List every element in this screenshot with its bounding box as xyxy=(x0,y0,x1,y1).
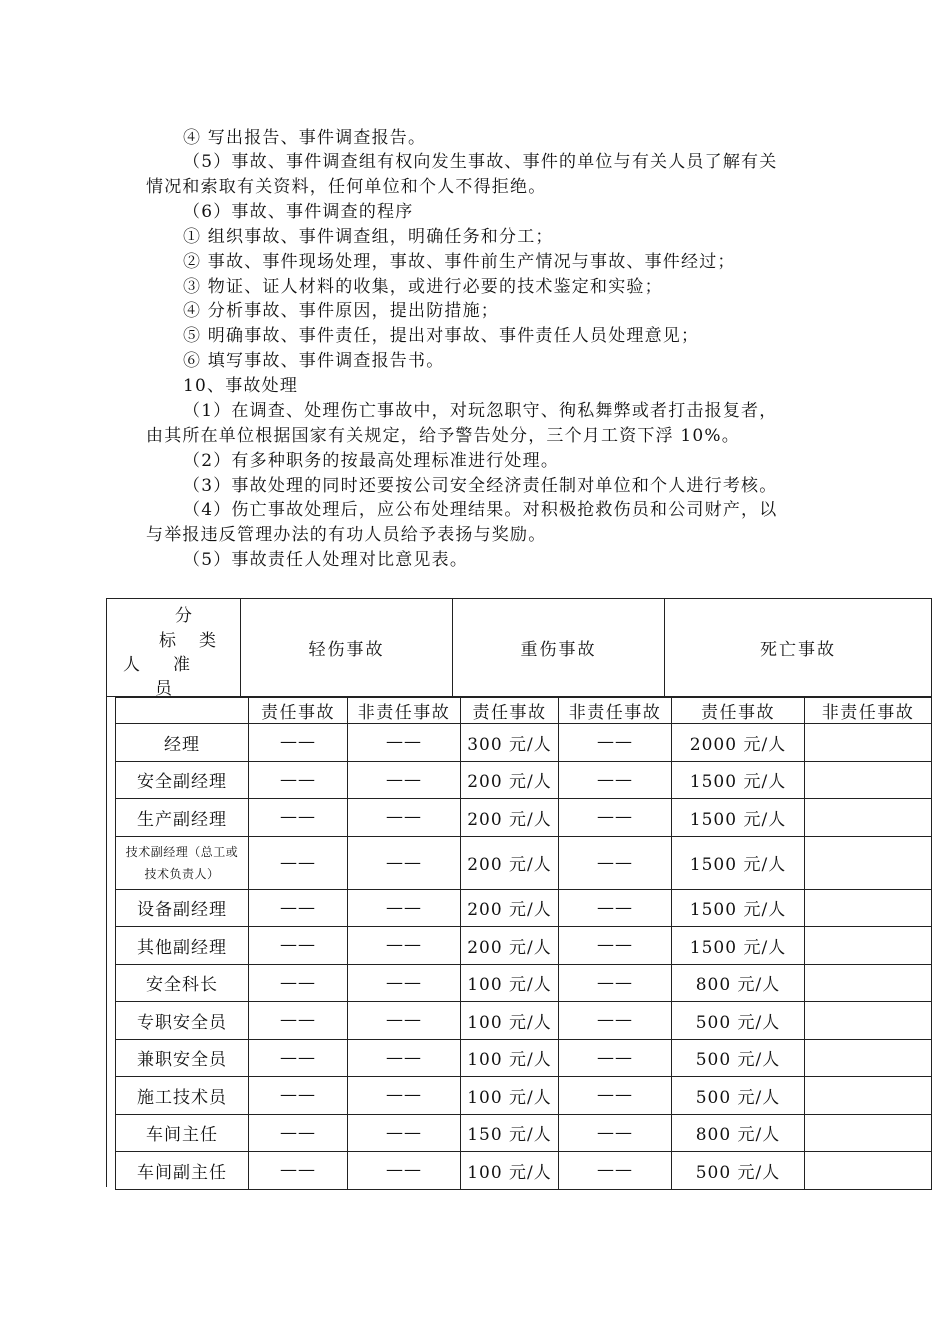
amount-cell: —— xyxy=(348,1114,461,1152)
amount-cell xyxy=(805,1039,932,1077)
amount-cell: —— xyxy=(559,724,672,762)
role-cell: 技术副经理（总工或技术负责人） xyxy=(116,836,249,889)
amount-cell: —— xyxy=(559,927,672,965)
role-cell: 其他副经理 xyxy=(116,927,249,965)
subheader-cell: 非责任事故 xyxy=(559,698,672,724)
group-header: 轻伤事故 xyxy=(241,599,453,697)
section-heading: 10、事故处理 xyxy=(183,376,299,396)
table-row xyxy=(116,1039,932,1077)
table-left-rule xyxy=(106,697,107,1187)
corner-label: 员 xyxy=(155,679,174,699)
amount-cell: —— xyxy=(559,799,672,837)
amount-cell: 200 元/人 xyxy=(461,927,559,965)
amount-cell: —— xyxy=(249,1039,348,1077)
corner-cell xyxy=(107,599,241,697)
paragraph-line: （4）伤亡事故处理后，应公布处理结果。对积极抢救伤员和公司财产，以 xyxy=(183,500,778,520)
corner-label: 人 xyxy=(123,655,142,675)
amount-cell: —— xyxy=(249,836,348,889)
amount-cell: —— xyxy=(348,927,461,965)
amount-cell: 150 元/人 xyxy=(461,1114,559,1152)
amount-cell xyxy=(805,927,932,965)
amount-cell: —— xyxy=(348,1152,461,1190)
paragraph-line: ⑤ 明确事故、事件责任，提出对事故、事件责任人员处理意见； xyxy=(183,326,700,346)
amount-cell: —— xyxy=(348,724,461,762)
amount-cell: —— xyxy=(348,1077,461,1115)
role-cell: 设备副经理 xyxy=(116,889,249,927)
table-row xyxy=(116,724,932,762)
amount-cell: 200 元/人 xyxy=(461,799,559,837)
subheader-cell: 非责任事故 xyxy=(805,698,932,724)
role-cell: 专职安全员 xyxy=(116,1002,249,1040)
table-row xyxy=(116,836,932,889)
paragraph-line: （2）有多种职务的按最高处理标准进行处理。 xyxy=(183,451,560,471)
role-cell: 施工技术员 xyxy=(116,1077,249,1115)
paragraph-line: ⑥ 填写事故、事件调查报告书。 xyxy=(183,351,445,371)
paragraph-line: ④ 分析事故、事件原因，提出防措施； xyxy=(183,301,500,321)
amount-cell: —— xyxy=(249,1077,348,1115)
corner-label: 准 xyxy=(173,655,192,675)
paragraph-line: （3）事故处理的同时还要按公司安全经济责任制对单位和个人进行考核。 xyxy=(183,476,778,496)
role-cell: 兼职安全员 xyxy=(116,1039,249,1077)
amount-cell: —— xyxy=(249,927,348,965)
amount-cell: —— xyxy=(559,1077,672,1115)
amount-cell: 1500 元/人 xyxy=(672,927,805,965)
amount-cell: 1500 元/人 xyxy=(672,889,805,927)
amount-cell xyxy=(805,889,932,927)
table-row xyxy=(116,1002,932,1040)
paragraph-line: 与举报违反管理办法的有功人员给予表扬与奖励。 xyxy=(146,525,547,545)
table-row xyxy=(116,889,932,927)
amount-cell xyxy=(805,799,932,837)
table-row xyxy=(116,1077,932,1115)
amount-cell xyxy=(805,724,932,762)
amount-cell: —— xyxy=(348,799,461,837)
amount-cell: —— xyxy=(249,964,348,1002)
subheader-cell: 非责任事故 xyxy=(348,698,461,724)
amount-cell: —— xyxy=(348,964,461,1002)
amount-cell: —— xyxy=(249,1002,348,1040)
amount-cell: —— xyxy=(348,761,461,799)
amount-cell xyxy=(805,964,932,1002)
paragraph-line: （1）在调查、处理伤亡事故中，对玩忽职守、徇私舞弊或者打击报复者， xyxy=(183,401,778,421)
role-cell: 安全科长 xyxy=(116,964,249,1002)
amount-cell: —— xyxy=(348,1002,461,1040)
amount-cell: 1500 元/人 xyxy=(672,799,805,837)
amount-cell xyxy=(805,1002,932,1040)
amount-cell: 100 元/人 xyxy=(461,964,559,1002)
amount-cell: 500 元/人 xyxy=(672,1039,805,1077)
amount-cell: —— xyxy=(249,799,348,837)
amount-cell: 300 元/人 xyxy=(461,724,559,762)
paragraph-line: ③ 物证、证人材料的收集，或进行必要的技术鉴定和实验； xyxy=(183,277,663,297)
amount-cell: 500 元/人 xyxy=(672,1002,805,1040)
amount-cell: 800 元/人 xyxy=(672,964,805,1002)
amount-cell: —— xyxy=(559,761,672,799)
corner-label: 类 xyxy=(199,631,218,651)
role-cell: 安全副经理 xyxy=(116,761,249,799)
paragraph-line: ① 组织事故、事件调查组，明确任务和分工； xyxy=(183,227,554,247)
amount-cell: —— xyxy=(249,1114,348,1152)
table-header xyxy=(106,598,932,697)
amount-cell xyxy=(805,1152,932,1190)
paragraph-line: （6）事故、事件调查的程序 xyxy=(183,202,414,222)
amount-cell: 100 元/人 xyxy=(461,1077,559,1115)
amount-cell xyxy=(805,1077,932,1115)
amount-cell: —— xyxy=(249,889,348,927)
subheader-row xyxy=(116,698,932,724)
amount-cell: —— xyxy=(559,1114,672,1152)
amount-cell xyxy=(805,761,932,799)
table-row xyxy=(116,1152,932,1190)
amount-cell: 1500 元/人 xyxy=(672,836,805,889)
role-cell: 车间副主任 xyxy=(116,1152,249,1190)
group-header: 重伤事故 xyxy=(453,599,665,697)
table-row xyxy=(116,964,932,1002)
amount-cell: 100 元/人 xyxy=(461,1002,559,1040)
amount-cell: —— xyxy=(348,889,461,927)
subheader-cell: 责任事故 xyxy=(249,698,348,724)
corner-label: 标 xyxy=(159,631,178,651)
corner-label: 分 xyxy=(175,606,194,626)
table-row xyxy=(116,761,932,799)
table-row xyxy=(116,799,932,837)
amount-cell: 200 元/人 xyxy=(461,836,559,889)
paragraph-line: （5）事故、事件调查组有权向发生事故、事件的单位与有关人员了解有关 xyxy=(183,152,778,172)
table-row xyxy=(116,927,932,965)
amount-cell: 100 元/人 xyxy=(461,1039,559,1077)
paragraph-line: 情况和索取有关资料，任何单位和个人不得拒绝。 xyxy=(146,177,547,197)
amount-cell: 1500 元/人 xyxy=(672,761,805,799)
subheader-cell xyxy=(116,698,249,724)
amount-cell: 2000 元/人 xyxy=(672,724,805,762)
role-cell: 车间主任 xyxy=(116,1114,249,1152)
amount-cell: 500 元/人 xyxy=(672,1152,805,1190)
role-cell: 生产副经理 xyxy=(116,799,249,837)
amount-cell: 800 元/人 xyxy=(672,1114,805,1152)
amount-cell: 100 元/人 xyxy=(461,1152,559,1190)
amount-cell: —— xyxy=(348,1039,461,1077)
amount-cell: —— xyxy=(249,1152,348,1190)
role-cell: 经理 xyxy=(116,724,249,762)
amount-cell xyxy=(805,1114,932,1152)
amount-cell: —— xyxy=(559,836,672,889)
amount-cell: —— xyxy=(559,1039,672,1077)
group-header: 死亡事故 xyxy=(665,599,932,697)
amount-cell: —— xyxy=(249,724,348,762)
amount-cell: —— xyxy=(559,964,672,1002)
amount-cell: 200 元/人 xyxy=(461,761,559,799)
subheader-cell: 责任事故 xyxy=(672,698,805,724)
amount-cell: —— xyxy=(559,889,672,927)
paragraph-line: ④ 写出报告、事件调查报告。 xyxy=(183,128,427,148)
amount-cell: —— xyxy=(249,761,348,799)
table-row xyxy=(116,1114,932,1152)
paragraph-line: ② 事故、事件现场处理，事故、事件前生产情况与事故、事件经过； xyxy=(183,252,736,272)
amount-cell: 500 元/人 xyxy=(672,1077,805,1115)
amount-cell xyxy=(805,836,932,889)
paragraph-line: 由其所在单位根据国家有关规定，给予警告处分，三个月工资下浮 10%。 xyxy=(146,426,740,446)
amount-cell: —— xyxy=(559,1152,672,1190)
amount-cell: —— xyxy=(559,1002,672,1040)
subheader-cell: 责任事故 xyxy=(461,698,559,724)
penalty-table xyxy=(115,697,932,1190)
amount-cell: —— xyxy=(348,836,461,889)
paragraph-line: （5）事故责任人处理对比意见表。 xyxy=(183,550,469,570)
amount-cell: 200 元/人 xyxy=(461,889,559,927)
